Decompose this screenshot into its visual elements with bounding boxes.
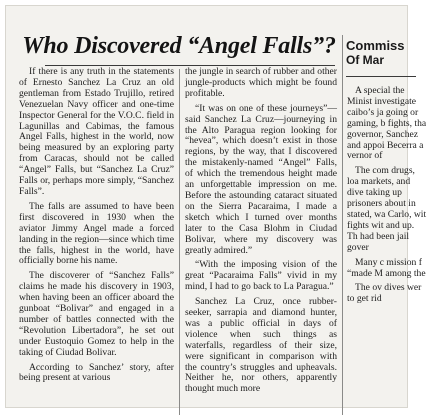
article-paragraph: “It was on one of these journeys”—said Sanchez La Cruz—journeying in the Alto Paragua region looking for “hevea”, which doesn’t exist in those regions, by the way, that I discovered the mistakenly-named “Angel” Falls, of which the tremendous height made an unforgettable impression on me. Before the astounding cataract situated on the Sierra Pacaraima, I made a sketch which I turned over months later to the Casa Blohm in Ciudad Bolivar, where my discovery was greatly admired.” bbox=[185, 102, 337, 256]
sidebar-paragraph: The com drugs, loa markets, and dive taking up prisoners about in stated, wa Carlo, wit fights wit and up. Th had been jail gover bbox=[347, 165, 427, 253]
sidebar-column bbox=[347, 86, 427, 309]
newspaper-clipping bbox=[5, 5, 427, 408]
sidebar-paragraph: The ov dives wer to get rid bbox=[347, 282, 422, 305]
column-divider bbox=[179, 69, 180, 415]
article-paragraph: The discoverer of “Sanchez Falls” claims he made his discovery in 1903, when having been an officer aboard the gunboat “Bolivar” and engaged in a number of battles connected with the “Revolution Libertadora”, he set out under Eustoquio Gomez to help in the taking of Ciudad Bolivar. bbox=[19, 270, 174, 358]
sidebar-headline bbox=[346, 38, 405, 68]
sidebar-paragraph: Many c mission f “made M among the bbox=[347, 256, 426, 279]
article-paragraph: Sanchez La Cruz, once rubber-seeker, sarrapia and diamond hunter, was a public official in days of violence when such things as waterfalls, regardless of their size, were significant in comparison with the country’s struggles and upheavals. Neither he, nor others, apparently thought much more bbox=[185, 296, 337, 395]
article-paragraph: The falls are assumed to have been first discovered in 1930 when the aviator Jimmy Angel made a forced landing in the region—since which time the falls, highest in the world, have officially borne his name. bbox=[19, 200, 174, 267]
sidebar-headline-line: Of Mar bbox=[346, 53, 385, 67]
sidebar-paragraph: A special the Minist investigate caibo’s ja going or gaming, b fights, tha governor, Sanchez and appoi Becerra a vernor of bbox=[347, 85, 427, 162]
article-paragraph: “With the imposing vision of the great “Pacaraima Falls” vivid in my mind, I had to go back to La Paragua.” bbox=[185, 259, 337, 293]
article-paragraph: If there is any truth in the statements of Ernesto Sanchez La Cruz an old gentleman from Estado Trujillo, retired Venezuelan Navy officer and one-time Inspector General for the V.O.C. field in Lagunillas and Cabimas, the famous Angel Falls, highest in the world, now being measured by an exploring party from Caracas, should not be called “Angel” Falls, but “Sanchez La Cruz” Falls or, perhaps more simply, “Sanchez Falls”. bbox=[19, 66, 174, 197]
sidebar-headline-rule bbox=[346, 76, 416, 77]
sidebar-headline-line: Commiss bbox=[346, 38, 405, 53]
article-paragraph: the jungle in search of rubber and other jungle-products which might be found profitable. bbox=[185, 66, 337, 99]
article-column-1 bbox=[19, 67, 174, 388]
article-headline: Who Discovered “Angel Falls”? bbox=[22, 33, 336, 59]
article-column-2 bbox=[185, 67, 337, 399]
column-divider bbox=[342, 35, 343, 69]
column-divider bbox=[342, 69, 343, 415]
article-paragraph: According to Sanchez’ story, after being present at various bbox=[19, 361, 174, 384]
